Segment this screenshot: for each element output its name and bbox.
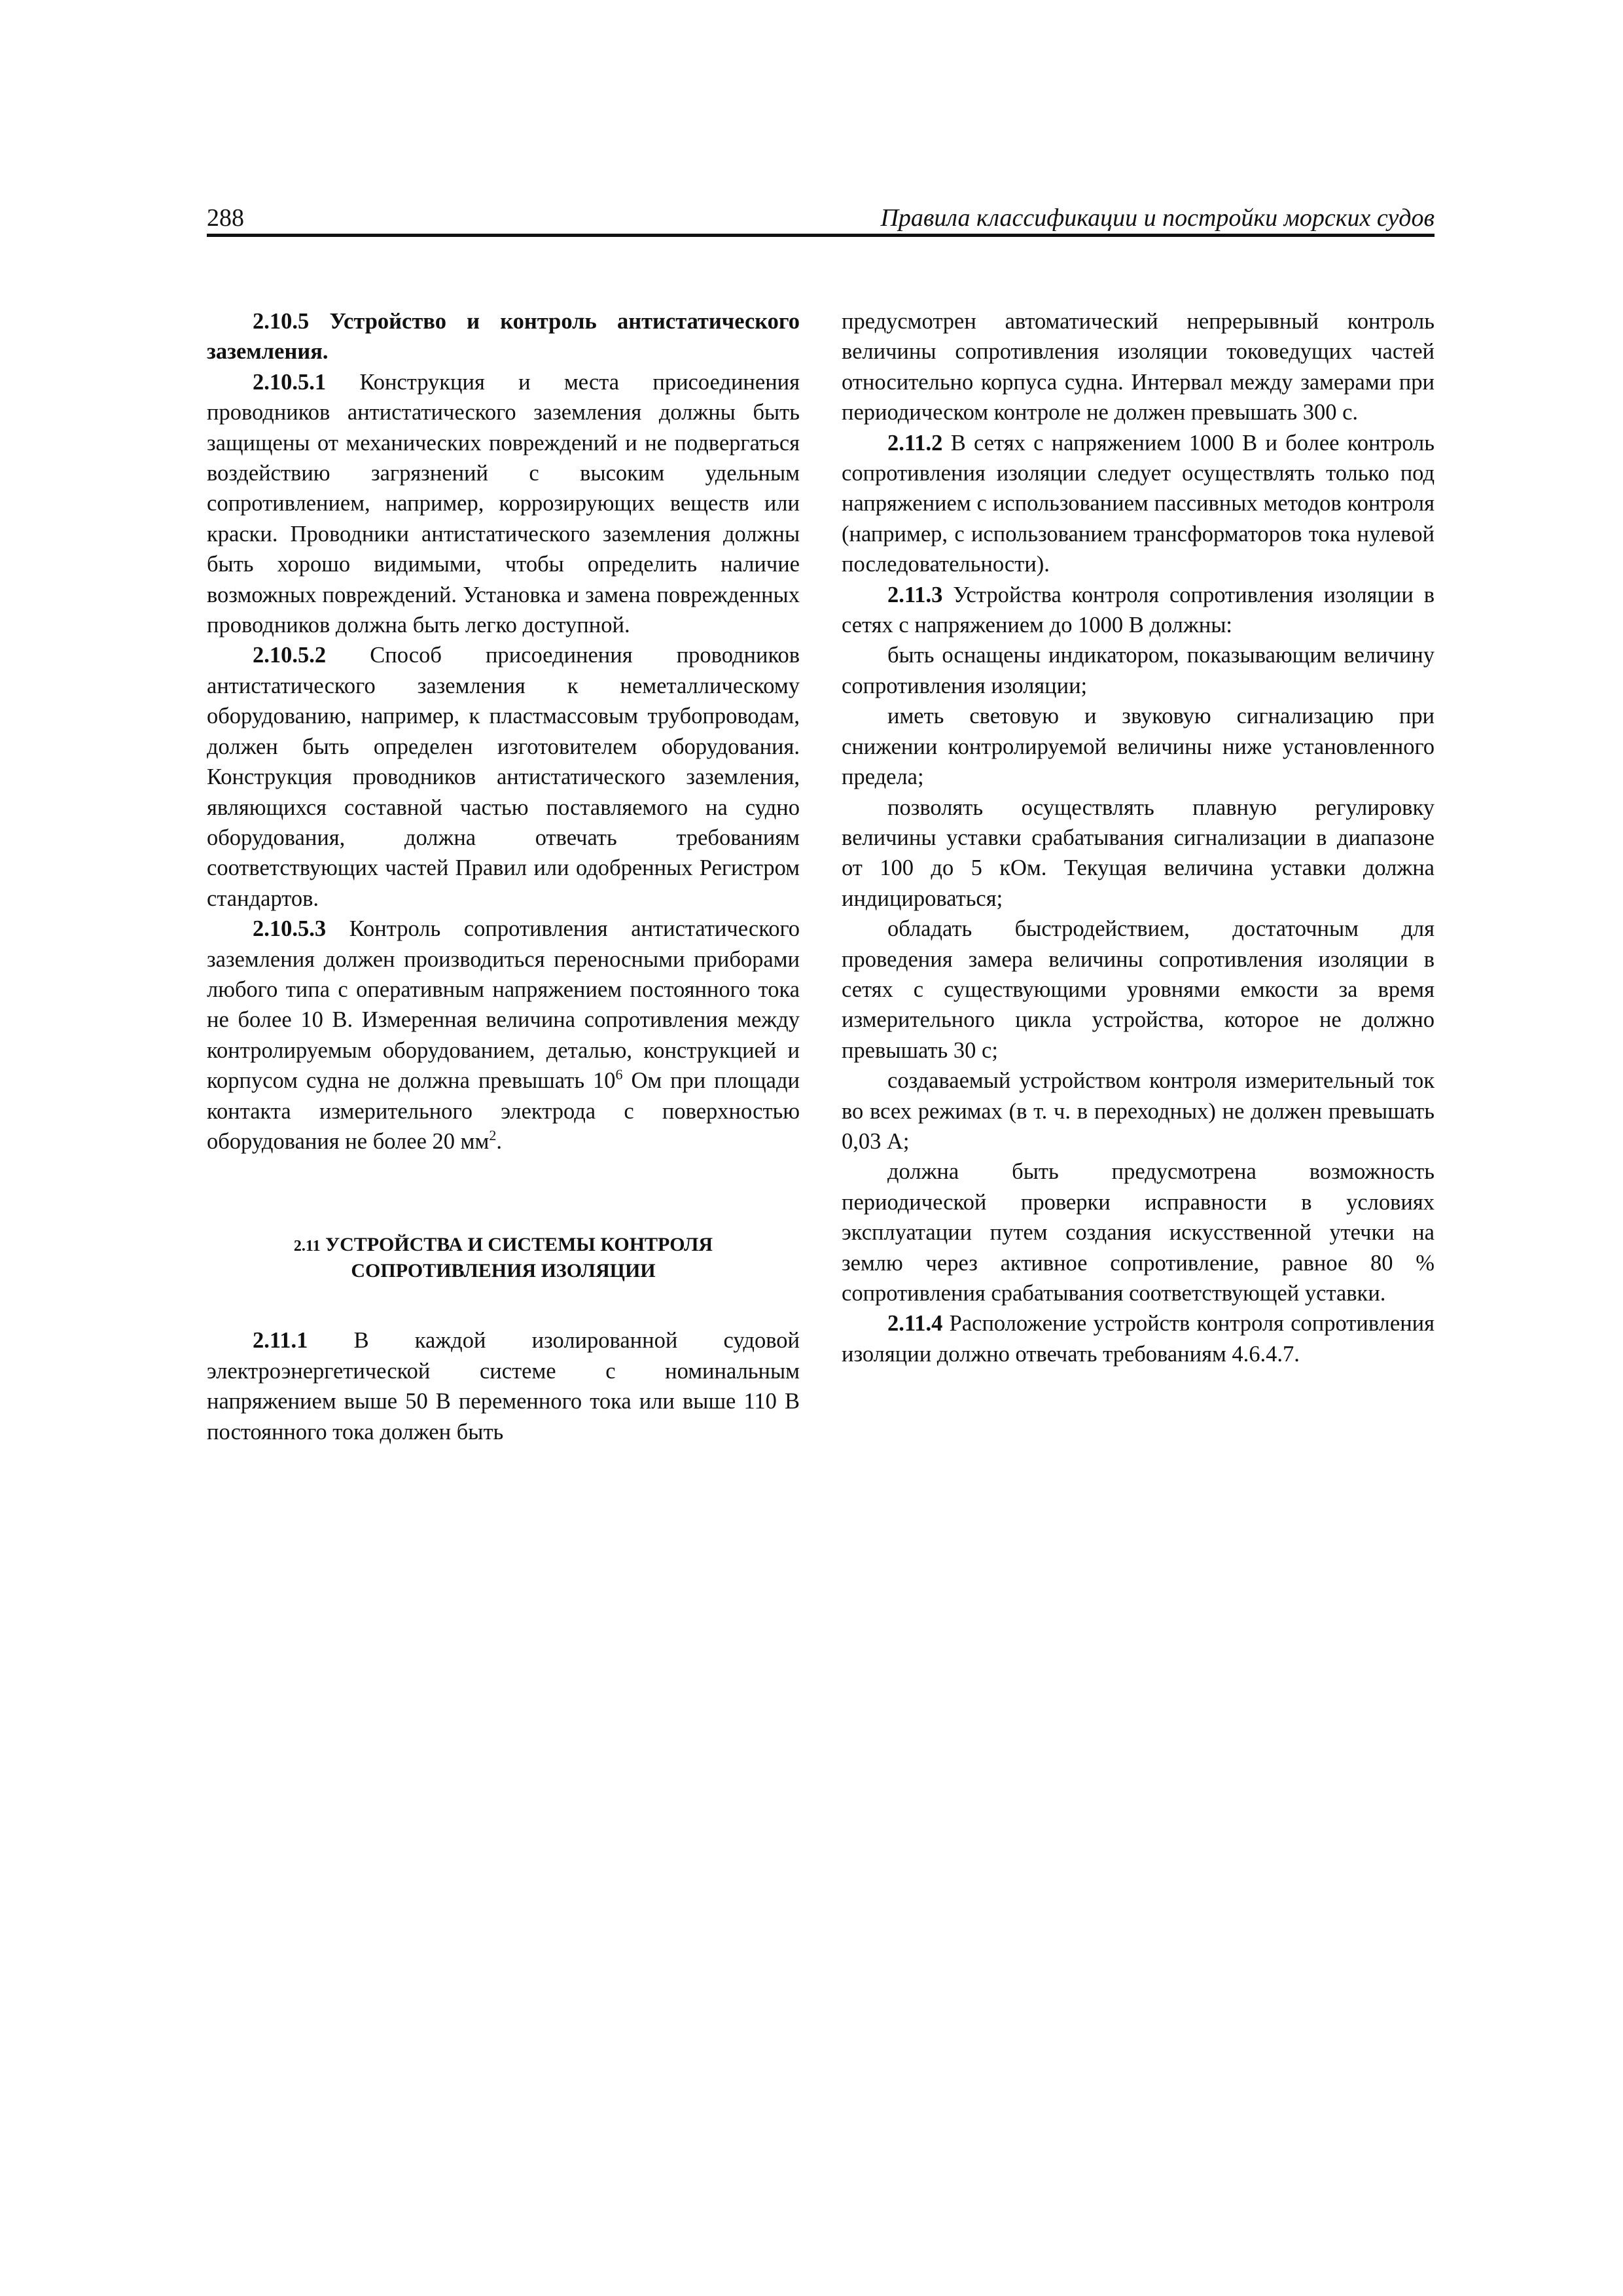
paragraph-2-10-5-2 [207, 640, 800, 914]
clause-number: 2.11.2 [887, 430, 943, 456]
paragraph-text: Устройство и контроль антистатического заземления. [207, 309, 800, 365]
paragraph-2-10-5-1 [207, 367, 800, 641]
section-number: 2.11 [293, 1238, 321, 1255]
paragraph-text: Устройства контроля сопротивления изоляции в сетях с напряжением до 1000 В должны: [842, 582, 1435, 638]
paragraph-2-11-2 [842, 428, 1435, 580]
section-title-text: СОПРОТИВЛЕНИЯ ИЗОЛЯЦИИ [351, 1260, 656, 1282]
paragraph-text: Конструкция и места присоединения проводников антистатического заземления должны быть защищены от механических повреждений и не подвергаться воздействию загрязнений с высоким удельным сопротивлением, например, коррозирующих веществ или краски. Проводники антистатического заземления должны быть хорошо видимыми, чтобы определить наличие возможных повреждений. Установка и замена поврежденных проводников должна быть легко доступной. [207, 369, 800, 638]
clause-number: 2.10.5 [253, 309, 310, 334]
clause-number: 2.10.5.2 [253, 643, 327, 668]
list-item: должна быть предусмотрена возможность периодической проверки исправности в условиях эксплуатации путем создания искусственной утечки на землю через активное сопротивление, равное 80 % сопротивления срабатывания соответствующей уставки. [842, 1159, 1435, 1306]
paragraph-text: Способ присоединения проводников антистатического заземления к неметаллическому оборудованию, например, к пластмассовым трубопроводам, должен быть определен изготовителем оборудования. Конструкция проводников антистатического заземления, являющихся составной частью поставляемого на судно оборудования, должна отвечать требованиям соответствующих частей Правил или одобренных Регистром стандартов. [207, 643, 800, 911]
exponent: 6 [615, 1066, 623, 1083]
page-number: 288 [207, 204, 244, 232]
clause-number: 2.11.1 [253, 1328, 308, 1354]
paragraph-2-10-5 [207, 306, 800, 367]
section-title-text: УСТРОЙСТВА И СИСТЕМЫ КОНТРОЛЯ [320, 1234, 713, 1256]
paragraph-text: В каждой изолированной судовой электроэнергетической системе с номинальным напряжением выше 50 В переменного тока или выше 110 В постоянного тока должен быть [207, 1328, 800, 1444]
paragraph-2-11-4 [842, 1308, 1435, 1369]
paragraph-text: Расположение устройств контроля сопротивления изоляции должно отвечать требованиям 4.6.4.7. [842, 1311, 1435, 1367]
paragraph-2-10-5-3 [207, 914, 800, 1157]
list-item: обладать быстродействием, достаточным для проведения замера величины сопротивления изоляции в сетях с существующими уровнями емкости за время измерительного цикла устройства, которое не должно превышать 30 с; [842, 916, 1435, 1063]
left-column [207, 306, 800, 1447]
paragraph-2-11-3 [842, 580, 1435, 641]
clause-number: 2.10.5.3 [253, 916, 327, 942]
paragraph-text: Контроль сопротивления антистатического заземления должен производиться переносными приборами любого типа с оперативным напряжением постоянного тока не более 10 В. Измеренная величина сопротивления между контролируемым оборудованием, деталью, конструкцией и корпусом судна не должна превышать 10 [207, 916, 800, 1094]
header-rule [207, 234, 1435, 237]
list-item: иметь световую и звуковую сигнализацию при снижении контролируемой величины ниже установленного предела; [842, 704, 1435, 790]
clause-number: 2.10.5.1 [253, 369, 327, 395]
running-header [207, 196, 1435, 237]
section-heading-line [207, 1232, 800, 1259]
clause-number: 2.11.3 [887, 582, 943, 607]
right-column [842, 306, 1435, 1369]
section-heading-2-11 [207, 1232, 800, 1283]
list-item: позволять осуществлять плавную регулировку величины уставки срабатывания сигнализации в диапазоне от 100 до 5 кОм. Текущая величина уставки должна индицироваться; [842, 795, 1435, 911]
paragraph-text: В сетях с напряжением 1000 В и более контроль сопротивления изоляции следует осуществлять только под напряжением с использованием пассивных методов контроля (например, с использованием трансформаторов тока нулевой последовательности). [842, 430, 1435, 577]
running-title: Правила классификации и постройки морских судов [880, 204, 1435, 232]
exponent: 2 [489, 1126, 497, 1143]
paragraph-text: Ом при площади контакта измерительного электрода с поверхностью оборудования не более 20 мм [207, 1068, 800, 1154]
list-item: быть оснащены индикатором, показывающим величину сопротивления изоляции; [842, 643, 1435, 698]
paragraph-2-11-1 [207, 1325, 800, 1447]
clause-number: 2.11.4 [887, 1311, 943, 1336]
paragraph-2-11-1-continued: предусмотрен автоматический непрерывный контроль величины сопротивления изоляции токоведущих частей относительно корпуса судна. Интервал между замерами при периодическом контроле не должен превышать 300 с. [842, 309, 1435, 425]
list-item: создаваемый устройством контроля измерительный ток во всех режимах (в т. ч. в переходных) не должен превышать 0,03 А; [842, 1068, 1435, 1154]
paragraph-text: . [496, 1128, 502, 1154]
